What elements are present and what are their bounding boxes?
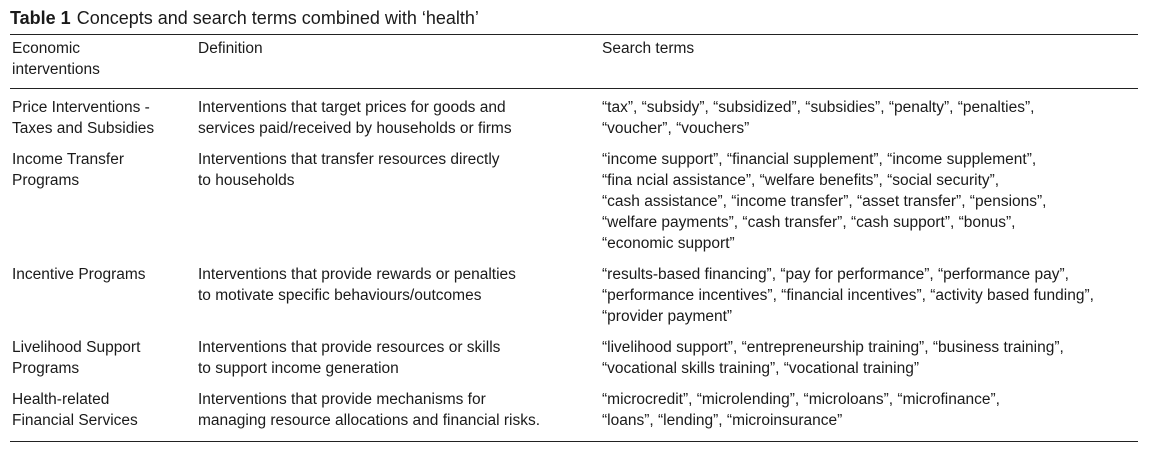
cell-line: Livelihood Support <box>12 339 141 356</box>
search-terms-cell <box>600 389 1138 442</box>
cell-line: “cash assistance”, “income transfer”, “asset transfer”, “pensions”, <box>602 193 1047 210</box>
header-line: Definition <box>198 40 263 57</box>
search-terms-cell <box>600 337 1138 389</box>
cell-line: Income Transfer <box>12 151 124 168</box>
cell-line: services paid/received by households or firms <box>198 120 512 137</box>
cell-line: “tax”, “subsidy”, “subsidized”, “subsidies”, “penalty”, “penalties”, <box>602 99 1035 116</box>
cell-line: Programs <box>12 172 80 189</box>
cell-line: “fina ncial assistance”, “welfare benefits”, “social security”, <box>602 172 1000 189</box>
cell-line: Interventions that provide rewards or penalties <box>198 266 516 283</box>
table-header <box>10 35 1138 89</box>
table-row <box>10 149 1138 264</box>
cell-line: Interventions that transfer resources directly <box>198 151 500 168</box>
header-line: Economic <box>12 40 81 57</box>
cell-line: “voucher”, “vouchers” <box>602 120 750 137</box>
header-line: Search terms <box>602 40 695 57</box>
cell-line: “vocational skills training”, “vocational training” <box>602 360 920 377</box>
intervention-cell <box>10 89 196 150</box>
table-row <box>10 389 1138 442</box>
table-caption-title: Concepts and search terms combined with ‘health’ <box>76 8 479 28</box>
definition-cell <box>196 389 600 442</box>
definition-cell <box>196 89 600 150</box>
search-terms-table <box>10 34 1138 442</box>
search-terms-cell <box>600 264 1138 337</box>
cell-line: Interventions that provide resources or skills <box>198 339 501 356</box>
intervention-cell <box>10 389 196 442</box>
header-line: interventions <box>12 61 100 78</box>
cell-line: “income support”, “financial supplement”, “income supplement”, <box>602 151 1037 168</box>
cell-line: “performance incentives”, “financial incentives”, “activity based funding”, <box>602 287 1094 304</box>
table-caption-label: Table 1 <box>10 8 71 28</box>
table-row <box>10 264 1138 337</box>
intervention-cell <box>10 264 196 337</box>
search-terms-cell <box>600 89 1138 150</box>
cell-line: Programs <box>12 360 80 377</box>
cell-line: Interventions that target prices for goods and <box>198 99 506 116</box>
cell-line: “microcredit”, “microlending”, “microloans”, “microfinance”, <box>602 391 1000 408</box>
table-header-row <box>10 35 1138 89</box>
cell-line: “provider payment” <box>602 308 733 325</box>
cell-line: “welfare payments”, “cash transfer”, “cash support”, “bonus”, <box>602 214 1016 231</box>
definition-cell <box>196 337 600 389</box>
cell-line: “loans”, “lending”, “microinsurance” <box>602 412 843 429</box>
header-search-terms <box>600 35 1138 89</box>
definition-cell <box>196 264 600 337</box>
table-caption <box>10 6 1138 30</box>
cell-line: “results-based financing”, “pay for performance”, “performance pay”, <box>602 266 1069 283</box>
table-body <box>10 89 1138 442</box>
header-economic-interventions <box>10 35 196 89</box>
header-definition <box>196 35 600 89</box>
cell-line: “economic support” <box>602 235 735 252</box>
cell-line: to support income generation <box>198 360 399 377</box>
table-row <box>10 89 1138 150</box>
cell-line: Financial Services <box>12 412 138 429</box>
search-terms-cell <box>600 149 1138 264</box>
cell-line: Incentive Programs <box>12 266 146 283</box>
cell-line: to households <box>198 172 295 189</box>
cell-line: Interventions that provide mechanisms for <box>198 391 486 408</box>
cell-line: Health-related <box>12 391 110 408</box>
table-row <box>10 337 1138 389</box>
cell-line: Price Interventions - <box>12 99 150 116</box>
cell-line: Taxes and Subsidies <box>12 120 155 137</box>
intervention-cell <box>10 149 196 264</box>
table-container <box>10 6 1138 442</box>
cell-line: managing resource allocations and financial risks. <box>198 412 541 429</box>
intervention-cell <box>10 337 196 389</box>
cell-line: to motivate specific behaviours/outcomes <box>198 287 482 304</box>
definition-cell <box>196 149 600 264</box>
cell-line: “livelihood support”, “entrepreneurship training”, “business training”, <box>602 339 1064 356</box>
